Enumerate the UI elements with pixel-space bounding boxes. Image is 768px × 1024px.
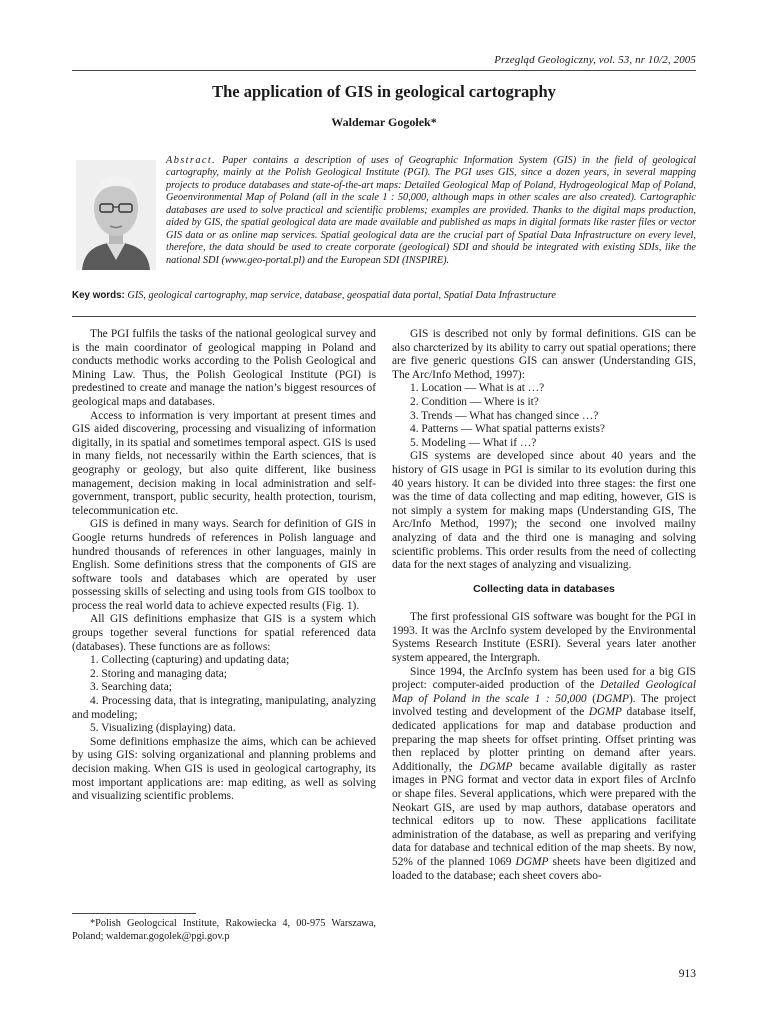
paragraph: The first professional GIS software was bought for the PGI in 1993. It was the ArcInfo system developed by the Environmental Systems Research Institute (ESRI). Several years later another system appeared, the Intergraph. [392,611,699,665]
text-run: ). The project involved testing and development of the [392,692,699,719]
page-number: 913 [678,968,696,980]
dgmp-abbrev: DGMP [515,855,549,868]
footnote-text: *Polish Geologcical Institute, Rakowiecka 4, 00-975 Warszawa, Poland; waldemar.gogolek@pgi.gov.p [72,918,379,942]
list-item: 2. Condition — Where is it? [410,395,539,408]
list-item: 1. Collecting (capturing) and updating data; [90,654,290,667]
list-item: 1. Location — What is at …? [410,382,545,395]
paragraph: The PGI fulfils the tasks of the national geological survey and is the main coordinator of geological mapping in Poland and conducts methodic works according to the Polish Geological and Mining Law. Thus, the Polish Geological Institute (PGI) is predestined to create and manage the nation’s biggest resources of geological maps and databases. [72,328,379,408]
list-item: 2. Storing and managing data; [90,667,227,680]
list-item: 5. Modeling — What if …? [410,436,537,449]
dgmp-abbrev: DGMP [588,706,622,719]
paragraph: GIS is defined in many ways. Search for definition of GIS in Google returns hundreds of references in Polish language and hundred thousands of references in other languages, mainly in English. Some definitions stress that the components of GIS are software tools and databases which are operated by user possessing skills of selecting and using tools from GIS toolbox to process the real world data to achieve expected results (Fig. 1). [72,518,379,612]
list-item: 3. Searching data; [90,681,172,694]
keywords-text: GIS, geological cartography, map service, database, geospatial data portal, Spatial Data Infrastructure [124,290,557,301]
text-run: Since 1994, the ArcInfo system has been used for a big GIS project: computer-aided production of the [392,665,699,692]
right-column [392,328,699,883]
text-run: became available digitally as raster images in PNG format and vector data in export files of ArcInfo or shape files. Several applications, which were prepared with the Neokart GIS, are used by map authors, database operators and technical editors up to now. These applications facilitate administration of the database, as well as preparing and verifying data for database and technical edition of the map sheets. By now, 52% of the planned 1069 [392,760,699,868]
header-rule [72,70,696,71]
abstract [166,155,699,267]
footnote-rule [72,913,196,914]
paragraph: Access to information is very important at present times and GIS aided discovering, processing and visualizing of information digitally, in its spatial and sometimes temporal aspect. GIS is used in many fields, not necessarily within the Earth sciences, that is geography or geology, but also quite different, like business management, decision making in local administration and self-government, transport, public security, health protection, tourism, telecommunication etc. [72,409,379,517]
paragraph [392,665,699,884]
dgmp-abbrev: DGMP [596,692,629,705]
section-heading: Collecting data in databases [473,582,615,595]
abstract-text: Paper contains a description of uses of Geographic Information System (GIS) in the field of geological cartography, mainly at the Polish Geological Institute (PGI). The PGI uses GIS, since a dozen years, in several mapping projects to produce databases and state-of-the-art maps: Detailed Geological Map of Poland, Hydrogeological Map of Poland, Geoenvironmental Map of Poland (all in the scale 1 : 50,000, although maps in other scales are also created). Cartographic databases are used to solve practical and scientific problems; examples are provided. Thanks to the digital maps production, aided by GIS, the spatial geological data are made available and published as maps in digital formats like raster files or vector GIS data or as online map services. Spatial geological data are the crucial part of Spatial Data Infrastructure on every level, therefore, the data should be used to create corporate (geological) SDI and should be integrated with existing SDIs, like the national SDI (www.geo-portal.pl) and the European SDI (INSPIRE). [166,155,699,266]
author-photo [76,160,156,270]
footnote [72,917,379,943]
author-portrait-image [76,160,156,270]
list-item: 4. Patterns — What spatial patterns exists? [410,423,605,436]
paragraph: GIS systems are developed since about 40 years and the history of GIS usage in PGI is similar to its evolution during this 40 years history. It can be divided into three stages: the first one was the time of data collecting and map editing, however, GIS is not simply a system for making maps (Understanding GIS, The Arc/Info Method, 1997); the second one involved mailny analyzing of data and the third one is managing and solving scientific problems. This order results from the need of collecting data for the next stages of analyzing and visualizing. [392,450,699,572]
text-run: ( [586,692,597,705]
list-item: 4. Processing data, that is integrating, manipulating, analyzing and modeling; [72,695,379,721]
article-author: Waldemar Gogołek* [331,115,437,129]
text-run: sheets have been digitized and loaded to the database; each sheet covers abo- [392,855,699,882]
abstract-label: Abstract. [166,155,217,166]
section-rule [72,316,696,317]
article-title: The application of GIS in geological cartography [212,82,556,101]
paragraph: Some definitions emphasize the aims, which can be achieved by using GIS: solving organizational and planning problems and decision making. When GIS is used in geological cartography, its most important applications are: map editing, as well as solving and visualizing scientific problems. [72,735,379,803]
list-item: 5. Visualizing (displaying) data. [90,722,236,735]
paragraph: All GIS definitions emphasize that GIS is a system which groups together several functions for spatial referenced data (databases). These functions are as follows: [72,613,379,653]
list-item: 3. Trends — What has changed since …? [410,409,599,422]
map-title-italic: Detailed Geological Map of Poland in the scale 1 : 50,000 [392,679,699,705]
left-column [72,328,379,804]
keywords [72,290,696,301]
journal-header: Przegląd Geologiczny, vol. 53, nr 10/2, 2005 [494,54,696,66]
text-run: database itself, dedicated applications for map and database production and preparing the map sheets for offset printing. Offset printing was then replaced by plotter printing on demand after years. Additionally, the [392,706,699,773]
paragraph: GIS is described not only by formal definitions. GIS can be also charcterized by its ability to carry out spatial operations; there are five generic questions GIS can answer (Understanding GIS, The Arc/Info Method, 1997): [392,328,699,381]
keywords-label: Key words: [72,290,125,301]
dgmp-abbrev: DGMP [479,760,513,773]
